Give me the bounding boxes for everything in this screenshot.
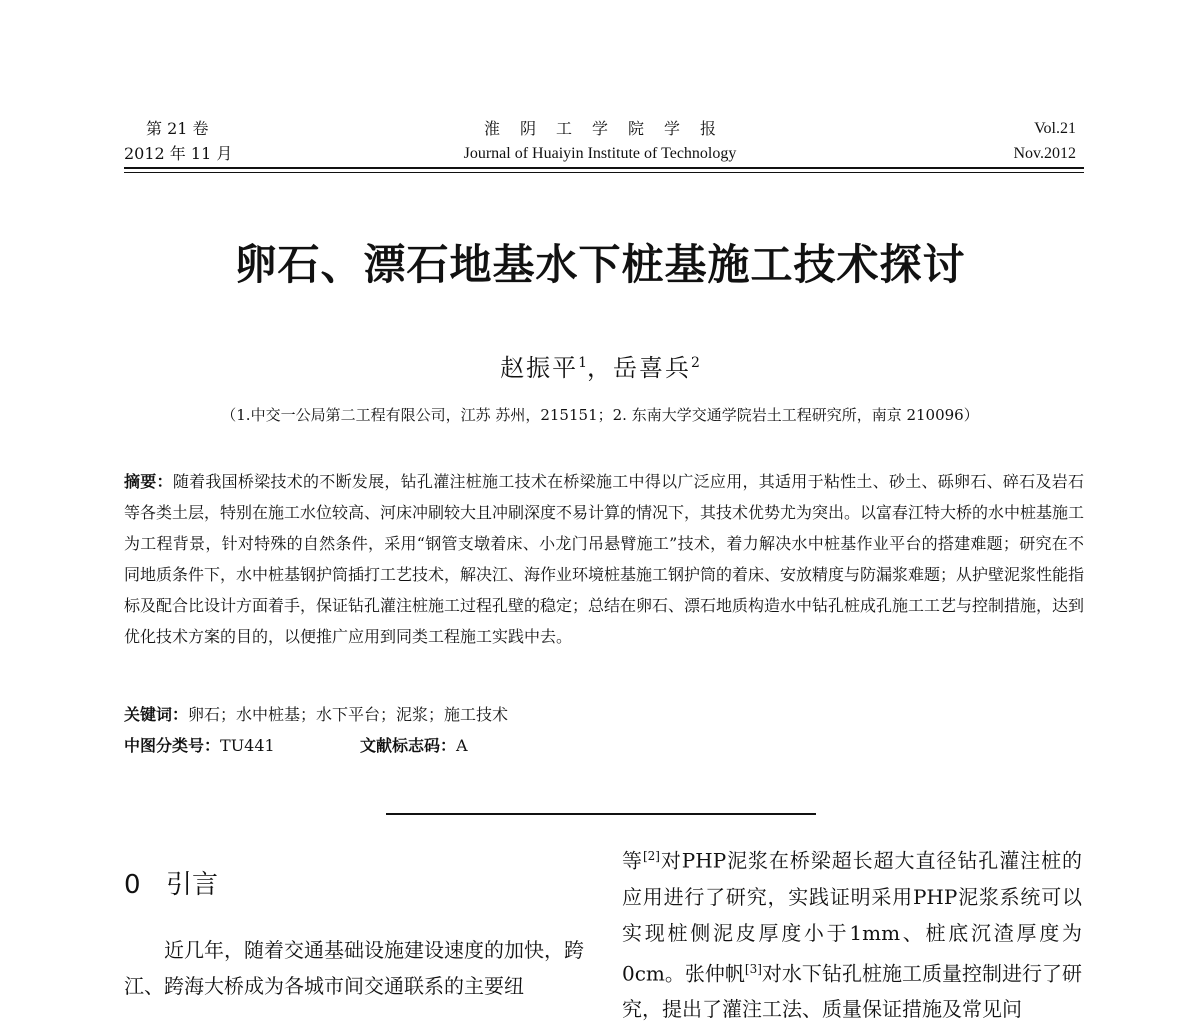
abstract-label: 摘要： (124, 472, 173, 491)
header-right (1013, 116, 1076, 166)
author-name: 岳喜兵 (613, 354, 691, 382)
doc-code (360, 731, 468, 761)
header-journal (400, 116, 800, 166)
paper-title: 卵石、漂石地基水下桩基施工技术探讨 (234, 240, 966, 289)
right-text: 对水下钻孔桩施工质量控制进行了研究，提出了灌注工法、质量保证措施及常见问 (622, 961, 1083, 1022)
section-divider (386, 813, 816, 815)
header-date-en: Nov.2012 (1013, 145, 1076, 162)
keywords-text: 卵石；水中桩基；水下平台；泥浆；施工技术 (188, 705, 509, 724)
citation-ref: [2] (642, 849, 660, 863)
header-left (124, 116, 232, 166)
right-column (622, 838, 1082, 1027)
author-affil-mark: 1 (578, 355, 587, 371)
right-text: 等 (622, 848, 643, 873)
header-date-cn: 2012 年 11 月 (124, 144, 233, 163)
affiliations: （1.中交一公局第二工程有限公司，江苏 苏州，215151；2. 东南大学交通学院岩土工程研究所，南京 210096） (221, 406, 979, 424)
author-name: 赵振平 (500, 354, 579, 382)
journal-name-en: Journal of Huaiyin Institute of Technology (463, 145, 737, 162)
abstract-text: 随着我国桥梁技术的不断发展，钻孔灌注桩施工技术在桥梁施工中得以广泛应用，其适用于粘性土、砂土、砾卵石、碎石及岩石等各类土层，特别在施工水位较高、河床冲刷较大且冲刷深度不易计算的情况下，其技术优势尤为突出。以富春江特大桥的水中桩基施工为工程背景，针对特殊的自然条件，采用“钢管支墩着床、小龙门吊悬臂施工”技术，着力解决水中桩基作业平台的搭建难题；研究在不同地质条件下，水中桩基钢护筒插打工艺技术，解决江、海作业环境桩基施工钢护筒的着床、安放精度与防漏浆难题；从护壁泥浆性能指标及配合比设计方面着手，保证钻孔灌注桩施工过程孔壁的稳定；总结在卵石、漂石地质构造水中钻孔桩成孔施工工艺与控制措施，达到优化技术方案的目的，以便推广应用到同类工程施工实践中去。 (124, 472, 1085, 646)
doc-code-label: 文献标志码： (360, 736, 457, 755)
journal-name-cn: 淮阴工学院学报 (483, 119, 736, 138)
left-column (124, 932, 584, 1004)
classification (124, 731, 468, 761)
abstract (124, 466, 1084, 652)
keywords-label: 关键词： (124, 705, 189, 724)
header-rule-thin (124, 172, 1084, 173)
header-rule-thick (124, 167, 1084, 169)
header-volume-en: Vol.21 (1034, 120, 1076, 137)
left-paragraph: 近几年，随着交通基础设施建设速度的加快，跨江、跨海大桥成为各城市间交通联系的主要纽 (124, 938, 584, 998)
author-affil-mark: 2 (691, 355, 700, 371)
author-list (0, 348, 1200, 383)
right-text: 对PHP泥浆在桥梁超长超大直径钻孔灌注桩的应用进行了研究，实践证明采用PHP泥浆系统可以实现桩侧泥皮厚度小于1mm、桩底沉渣厚度为0cm。张仲帆 (622, 848, 1083, 986)
author-separator: ， (587, 354, 613, 382)
keywords (124, 700, 1084, 730)
citation-ref: [3] (744, 961, 762, 976)
clc-label: 中图分类号： (124, 736, 221, 755)
clc-value: TU441 (220, 736, 275, 755)
section-number: 0 (124, 870, 141, 900)
section-heading (124, 864, 218, 901)
header-volume-cn: 第 21 卷 (146, 119, 209, 138)
doc-code-value: A (456, 736, 468, 755)
section-title: 引言 (166, 870, 219, 900)
